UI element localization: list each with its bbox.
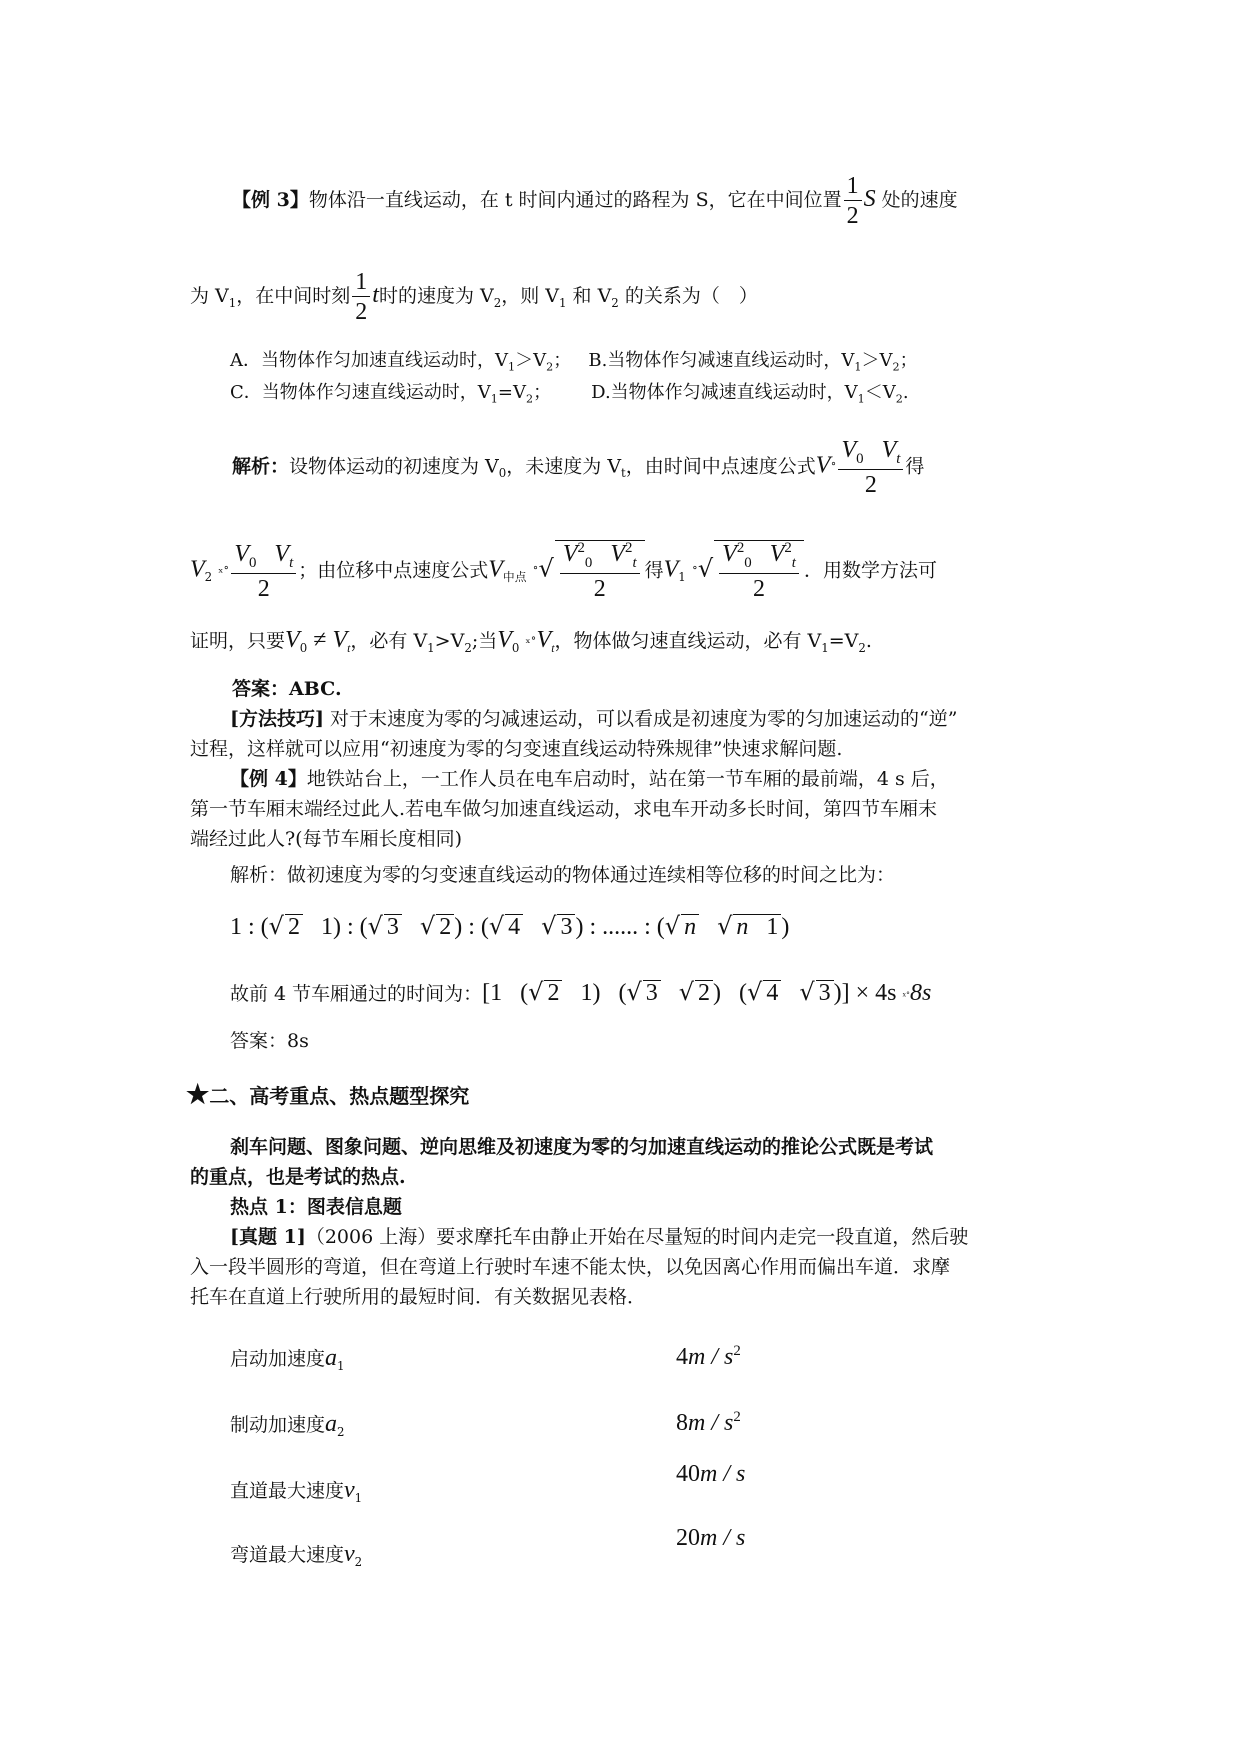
- table-value: $8m / s^2$: [676, 1409, 741, 1436]
- section2-intro1: 刹车问题、图象问题、逆向思维及初速度为零的匀加速直线运动的推论公式既是考试: [230, 1136, 934, 1158]
- option-d: D.当物体作匀减速直线运动时，$V_1<V_2$.: [591, 382, 909, 406]
- example3-line2: 为 $V_1$，在中间时刻 $\frac{1}{2}$ t时的速度为 $V_2$，则 $V_1$ 和 $V_2$ 的关系为（ ）: [190, 269, 758, 325]
- time-sum-line: 故前 4 节车厢通过的时间为：[1 (√ 2 1) (√ 3 √ 2 ) (√ 4 √ 3 )] × 4s ˣ˚8s: [230, 978, 932, 1006]
- example4-line2: 第一节车厢末端经过此人.若电车做匀加速直线运动，求电车开动多长时间，第四节车厢末: [190, 798, 938, 820]
- table-row: 制动加速度$a_2$: [230, 1411, 345, 1439]
- table-value: 40m / s: [676, 1461, 746, 1487]
- method-line2: 过程，这样就可以应用“初速度为零的匀变速直线运动特殊规律”快速求解问题.: [190, 738, 843, 760]
- table-row: 直道最大速度$v_1$: [230, 1477, 363, 1505]
- table-value: 20m / s: [676, 1525, 746, 1551]
- method-line1: [方法技巧] 对于末速度为零的匀减速运动，可以看成是初速度为零的匀加速运动的“逆”: [230, 708, 958, 730]
- table-value: $4m / s^2$: [676, 1343, 741, 1370]
- answer3: 答案：ABC.: [232, 678, 342, 700]
- analysis3-line1: 解析：设物体运动的初速度为 $V_0$，未速度为 $V_t$，由时间中点速度公式V˚ $\frac{V_0 V_t}{2}$ 得: [232, 437, 925, 498]
- section2-intro2: 的重点，也是考试的热点.: [190, 1166, 406, 1188]
- sqrt-icon: √: [697, 554, 714, 583]
- example4-line3: 端经过此人?(每节车厢长度相同): [190, 828, 463, 850]
- table-row: 弯道最大速度$v_2$: [230, 1541, 363, 1569]
- answer4: 答案：8s: [230, 1030, 309, 1052]
- problem1-line1: [真题 1]（2006 上海）要求摩托车由静止开始在尽量短的时间内走完一段直道，然后驶: [230, 1226, 969, 1248]
- options-row2: [230, 384, 909, 405]
- half-fraction: $\frac{1}{2}$: [844, 174, 862, 228]
- option-a: A．当物体作匀加速直线运动时，$V_1>V_2$；: [230, 350, 572, 374]
- star-icon: ★: [186, 1080, 210, 1110]
- problem1-line2: 入一段半圆形的弯道，但在弯道上行驶时车速不能太快，以免因离心作用而偏出车道．求摩: [190, 1256, 951, 1278]
- problem1-line3: 托车在直道上行驶所用的最短时间．有关数据见表格．: [190, 1286, 647, 1308]
- half-fraction-t: $\frac{1}{2}$: [352, 270, 370, 324]
- hotspot1-heading: 热点 1：图表信息题: [230, 1196, 402, 1218]
- analysis4-line1: 解析：做初速度为零的匀变速直线运动的物体通过连续相等位移的时间之比为：: [230, 864, 896, 886]
- example3-tag: 【例 3】: [232, 189, 309, 211]
- time-ratio-formula: 1 : (√ 2 1) : (√ 3 √ 2 ) : (√ 4 √ 3 ) : ...... : (√ n √ n 1 ): [230, 912, 790, 940]
- option-c: C．当物体作匀速直线运动时，$V_1=V_2$；: [230, 382, 552, 406]
- time-midpoint-formula: $\frac{V_0 V_t}{2}$: [838, 438, 903, 497]
- option-b: B.当物体作匀减速直线运动时，$V_1>V_2$；: [588, 350, 918, 374]
- analysis3-line3: 证明，只要$V_0 \ne V_t$，必有 $V_1>V_2$;当$V_0$ $ˣ˚V_t$，物体做匀速直线运动，必有 $V_1=V_2$.: [190, 627, 872, 655]
- analysis3-line2: $V_2$ ˣ˚ $\frac{V_0 V_t}{2}$ ；由位移中点速度公式$V_{中点}$ ˚√ $\frac{V^2_0 V^2_t}{2}$ 得$V_1$ ˚√ $\frac{V^2_0 V^2_t}{2}$ ．用数学方法可: [190, 540, 937, 602]
- sqrt-icon: √: [538, 554, 554, 583]
- section2-heading: ★二、高考重点、热点题型探究: [186, 1080, 470, 1110]
- example3-line1: 【例 3】物体沿一直线运动，在 t 时间内通过的路程为 S，它在中间位置 $\frac{1}{2}$ S 处的速度: [232, 173, 958, 229]
- options-row1: [230, 352, 918, 373]
- table-row: 启动加速度$a_1$: [230, 1345, 345, 1373]
- example4-line1: 【例 4】地铁站台上，一工作人员在电车启动时，站在第一节车厢的最前端，4 s 后，: [230, 768, 949, 790]
